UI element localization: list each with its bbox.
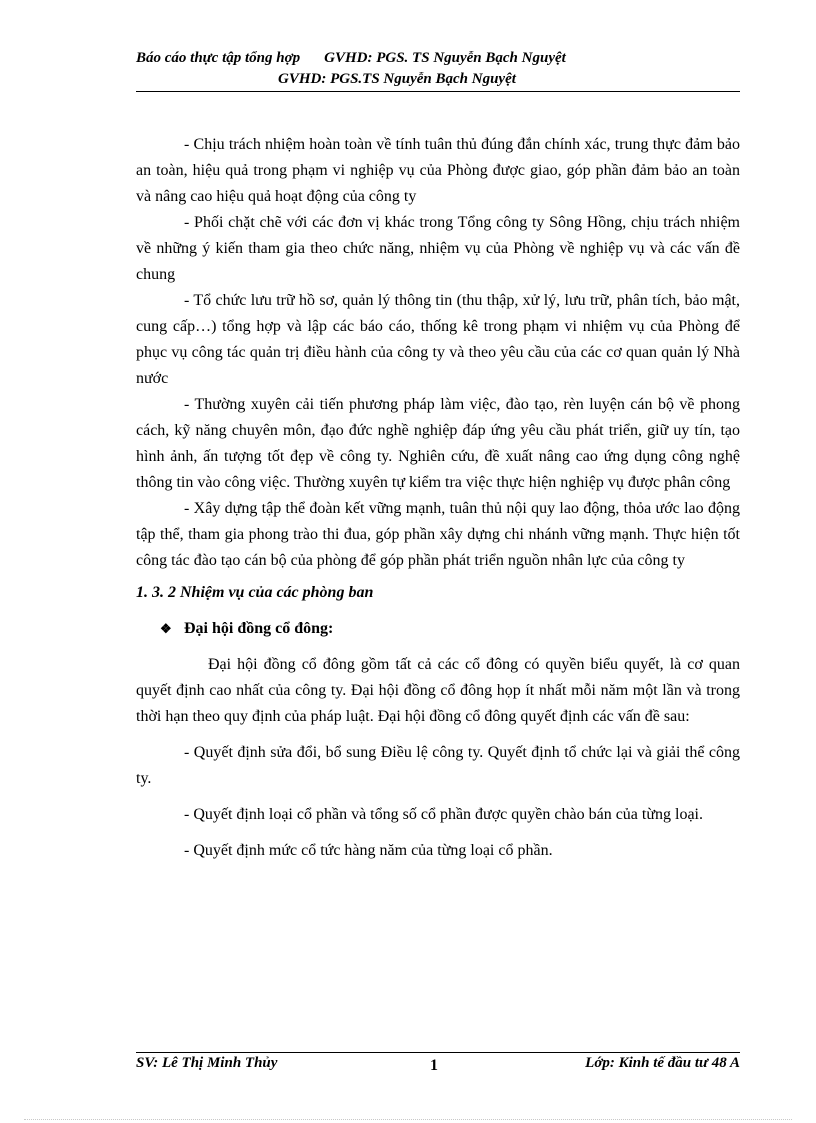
list-item: - Quyết định loại cổ phần và tổng số cổ phần được quyền chào bán của từng loại. [184,806,703,823]
header-line-1 [136,48,740,69]
supervisor-2: GVHD: PGS.TS Nguyễn Bạch Nguyệt [278,71,516,87]
list-item: - Quyết định sửa đổi, bổ sung Điều lệ công ty. Quyết định tổ chức lại và giải thể công ty. [136,744,740,787]
class-name: Lớp: Kinh tế đầu tư 48 A [585,1055,740,1071]
document-body [136,132,740,864]
paragraph: - Phối chặt chẽ với các đơn vị khác trong Tổng công ty Sông Hồng, chịu trách nhiệm về những ý kiến tham gia theo chức năng, nhiệm vụ của Phòng về nghiệp vụ và các vấn đề chung [136,214,740,283]
page-edge-dots [24,1119,792,1120]
page-header [136,48,740,90]
report-title: Báo cáo thực tập tổng hợp [136,50,301,66]
page-footer [136,1055,740,1077]
page-number: 1 [430,1057,438,1074]
section-heading: 1. 3. 2 Nhiệm vụ của các phòng ban [136,584,374,601]
paragraph: - Thường xuyên cải tiến phương pháp làm việc, đào tạo, rèn luyện cán bộ về phong cách, kỹ năng chuyên môn, đạo đức nghề nghiệp đáp ứng yêu cầu phát triển, giữ uy tín, tạo hình ảnh, ấn tượng tốt đẹp về công ty. Nghiên cứu, đề xuất nâng cao ứng dụng công nghệ thông tin vào công việc. Thường xuyên tự kiểm tra việc thực hiện nghiệp vụ được phân công [136,396,740,491]
header-line-2 [136,69,740,90]
paragraph: - Tổ chức lưu trữ hồ sơ, quản lý thông tin (thu thập, xử lý, lưu trữ, phân tích, bảo mật, cung cấp…) tổng hợp và lập các báo cáo, thống kê trong phạm vi nhiệm vụ của Phòng để phục vụ công tác quản trị điều hành của công ty và theo yêu cầu của các cơ quan quản lý Nhà nước [136,292,740,387]
paragraph: - Xây dựng tập thể đoàn kết vững mạnh, tuân thủ nội quy lao động, thỏa ước lao động tập thể, tham gia phong trào thi đua, góp phần xây dựng chi nhánh vững mạnh. Thực hiện tốt công tác đào tạo cán bộ của phòng để góp phần phát triển nguồn nhân lực của công ty [136,500,740,569]
bullet-heading-text: Đại hội đồng cổ đông: [184,620,334,637]
bullet-heading [136,616,740,642]
lead-paragraph: Đại hội đồng cổ đông gồm tất cả các cổ đông có quyền biểu quyết, là cơ quan quyết định cao nhất của công ty. Đại hội đồng cổ đông họp ít nhất mỗi năm một lần và trong thời hạn theo quy định của pháp luật. Đại hội đồng cổ đông quyết định các vấn đề sau: [136,656,740,725]
student-name: SV: Lê Thị Minh Thủy [136,1055,278,1071]
paragraph: - Chịu trách nhiệm hoàn toàn về tính tuân thủ đúng đắn chính xác, trung thực đảm bảo an toàn, hiệu quả trong phạm vi nghiệp vụ của Phòng được giao, góp phần đảm bảo an toàn và nâng cao hiệu quả hoạt động của công ty [136,136,740,205]
diamond-bullet-icon: ❖ [160,621,172,636]
header-divider [136,91,740,92]
list-item: - Quyết định mức cổ tức hàng năm của từng loại cổ phần. [184,842,553,859]
footer-divider [136,1052,740,1053]
supervisor-1: GVHD: PGS. TS Nguyễn Bạch Nguyệt [324,50,566,66]
